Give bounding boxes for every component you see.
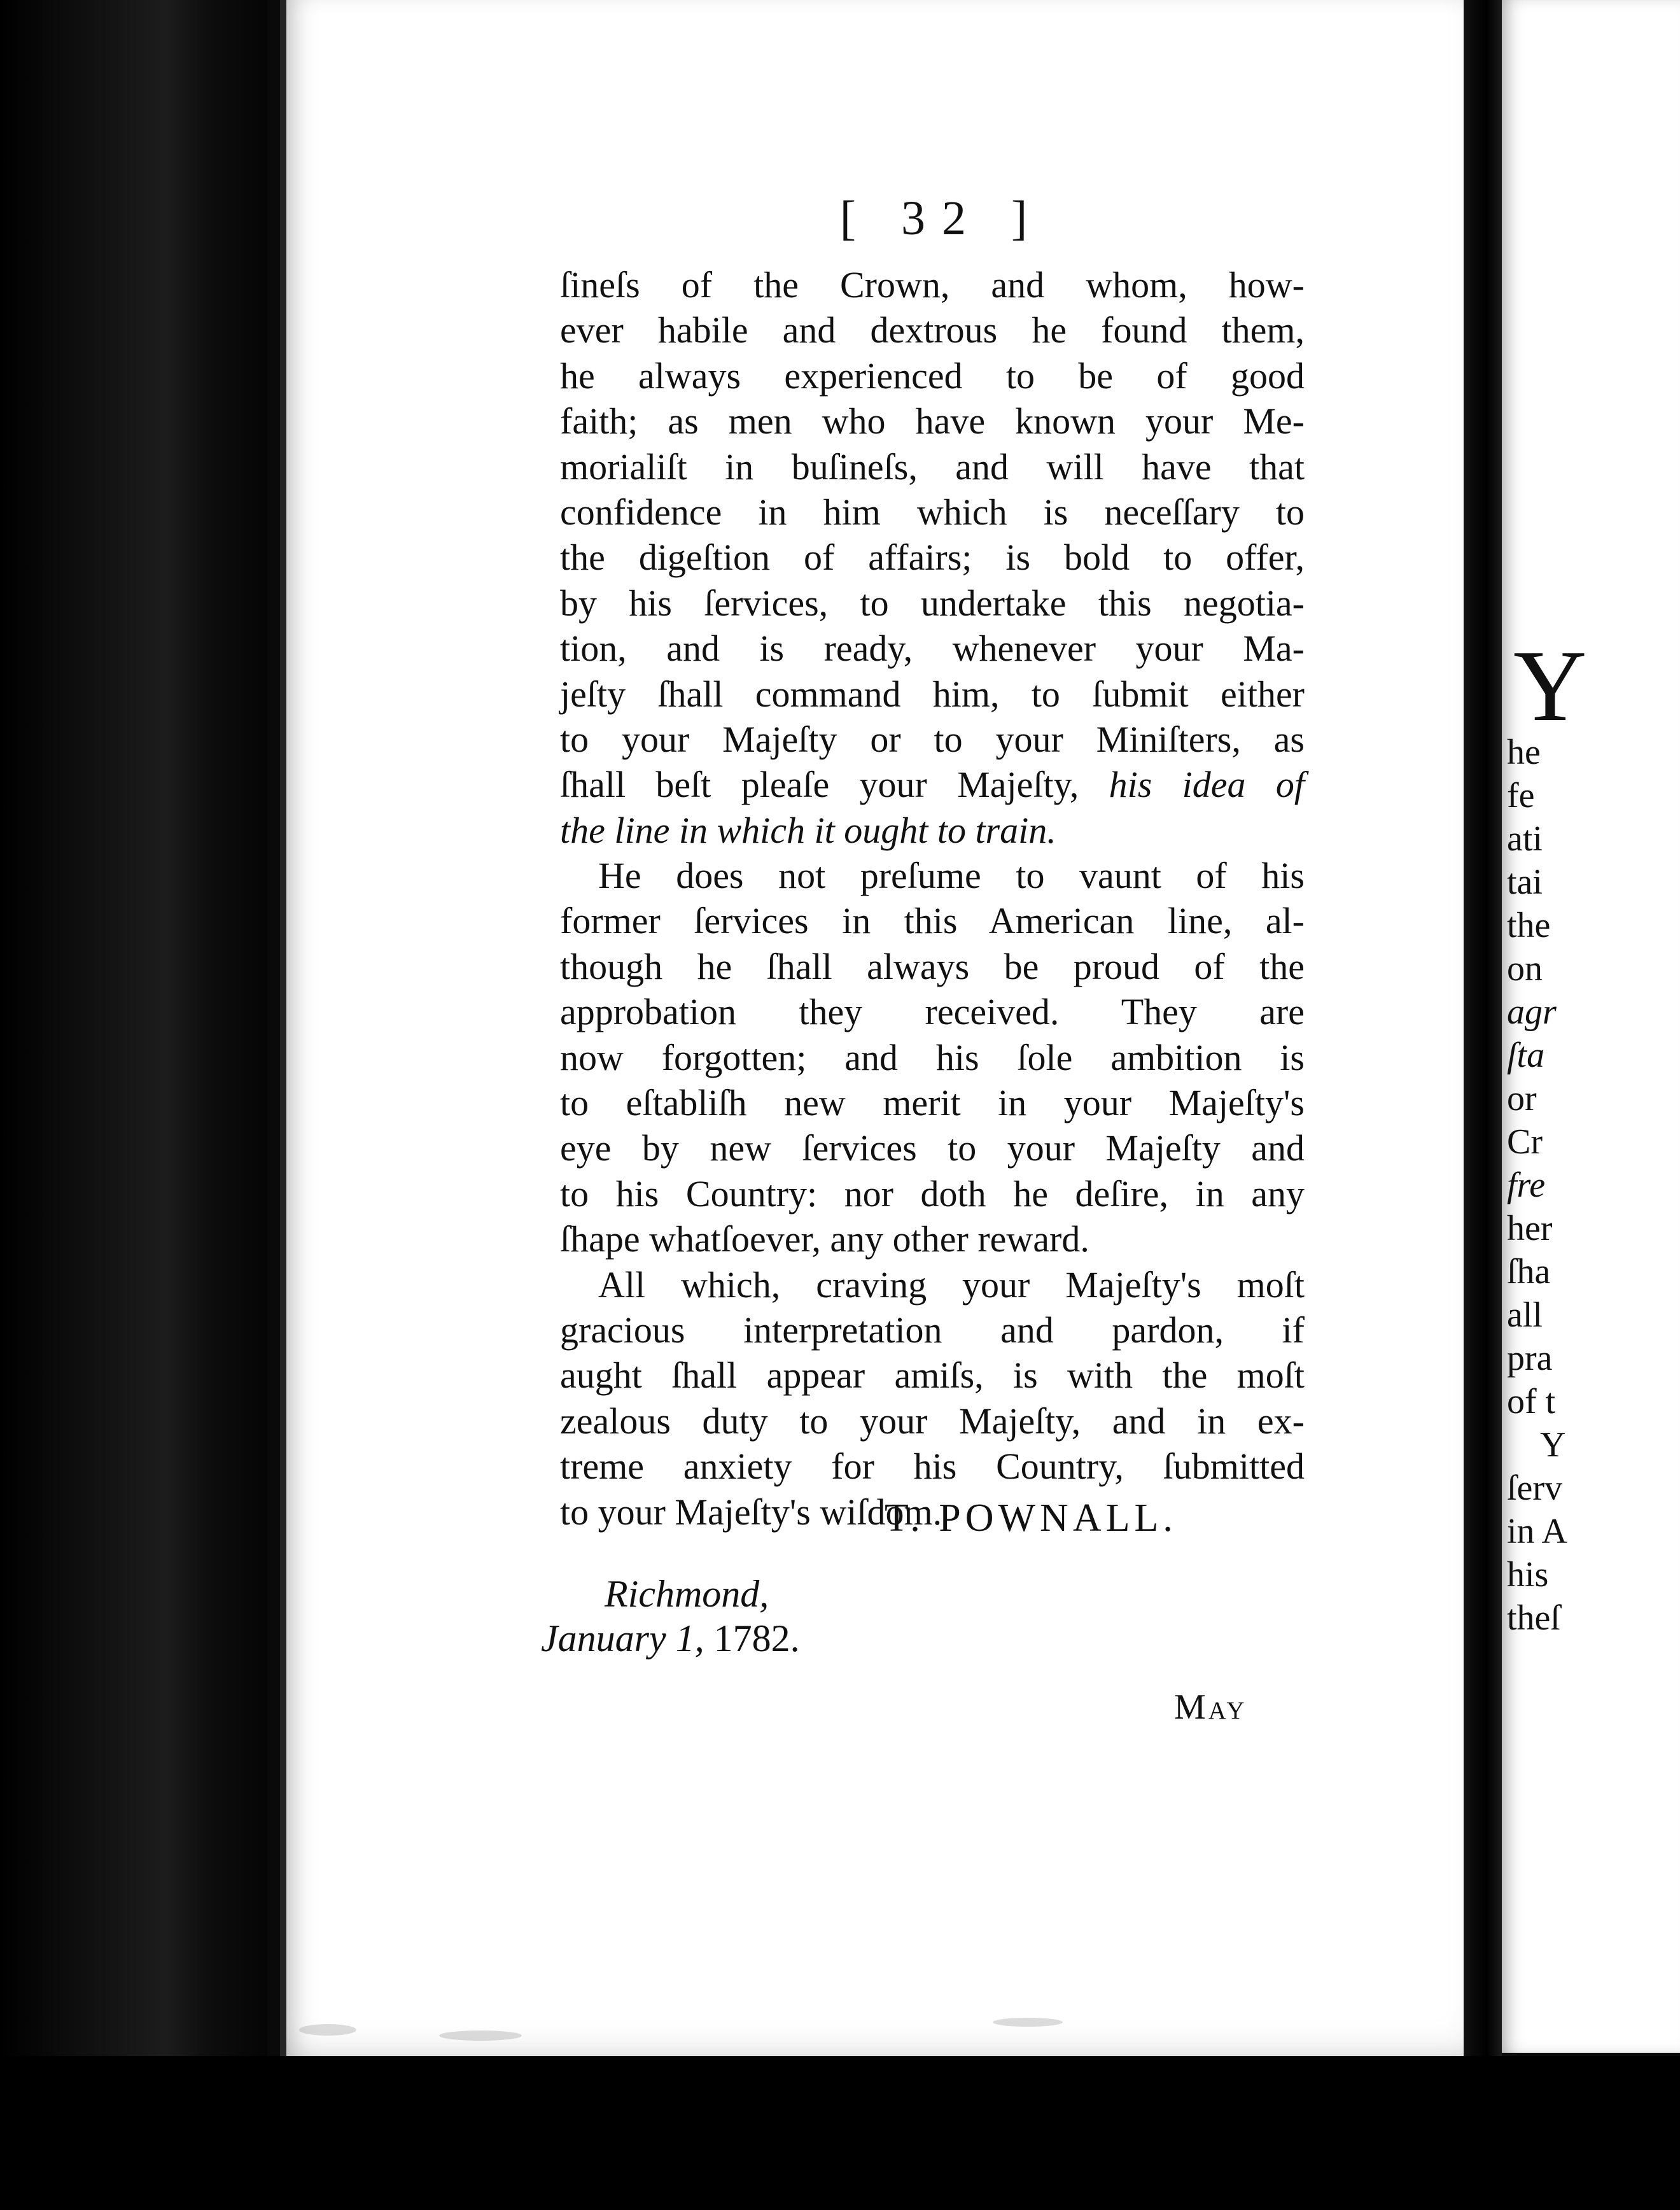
facing-page-fragment: agr <box>1507 992 1557 1032</box>
date-month-day: January 1, <box>541 1617 704 1659</box>
facing-page-fragment: his <box>1507 1555 1549 1594</box>
facing-page-fragment: theſ <box>1507 1598 1560 1638</box>
text-line: gracious interpretation and pardon, if <box>560 1309 1305 1351</box>
signature: T. POWNALL. <box>885 1496 1177 1540</box>
facing-page-fragment: of t <box>1507 1382 1556 1421</box>
text-line: though he ſhall always be proud of the <box>560 945 1305 987</box>
facing-page-fragment: ati <box>1507 819 1543 859</box>
facing-page-fragment: the <box>1507 906 1551 945</box>
text-line: now forgotten; and his ſole ambition is <box>560 1036 1305 1078</box>
facing-page-fragment: fe <box>1507 776 1535 815</box>
text-line: confidence in him which is neceſſary to <box>560 491 1305 533</box>
text-line: treme anxiety for his Country, ſubmitted <box>560 1446 1305 1488</box>
body-text <box>560 262 1305 1535</box>
facing-page-fragment: tai <box>1507 862 1543 902</box>
page-edge-shadow <box>1464 0 1502 2210</box>
facing-page-drop-initial: Y <box>1513 629 1587 742</box>
text-line: ever habile and dextrous he found them, <box>560 309 1305 351</box>
text-line-paragraph-start: All which, craving your Majeſty's moſt <box>598 1263 1305 1306</box>
text-line: ſineſs of the Crown, and whom, how- <box>560 264 1305 306</box>
book-binding-gutter <box>0 0 267 2210</box>
text-line: to eſtabliſh new merit in your Majeſty's <box>560 1082 1305 1124</box>
text-line: jeſty ſhall command him, to ſubmit either <box>560 673 1305 715</box>
text-line: ſhape whatſoever, any other reward. <box>560 1218 1089 1260</box>
scan-background <box>0 2056 1680 2210</box>
text-line: faith; as men who have known your Me- <box>560 400 1305 442</box>
facing-page-fragment: fre <box>1507 1165 1546 1205</box>
paper-speck <box>993 2018 1063 2027</box>
place-line: Richmond, <box>605 1573 769 1615</box>
text-line: to your Majeſty's wiſdom. <box>560 1491 942 1533</box>
text-line: approbation they received. They are <box>560 991 1305 1033</box>
facing-page-fragment: her <box>1507 1209 1553 1248</box>
text-line-roman-part: ſhall beſt pleaſe your Majeſty, <box>560 764 1109 806</box>
text-line-paragraph-start: He does not preſume to vaunt of his <box>598 855 1305 897</box>
facing-page <box>1502 0 1680 2053</box>
facing-page-fragment: Y <box>1540 1425 1566 1465</box>
text-line: by his ſervices, to undertake this negotia- <box>560 582 1305 624</box>
text-line: the digeſtion of affairs; is bold to offer, <box>560 537 1305 579</box>
catchword: May <box>1174 1687 1247 1727</box>
paper-speck <box>299 2024 356 2036</box>
facing-page-fragment: ſha <box>1507 1252 1551 1292</box>
facing-page-fragment: ſta <box>1507 1036 1545 1075</box>
text-line: morialiſt in buſineſs, and will have that <box>560 446 1305 488</box>
text-line: he always experienced to be of good <box>560 355 1305 397</box>
text-line: tion, and is ready, whenever your Ma- <box>560 628 1305 670</box>
text-line-italic: the line in which it ought to train. <box>560 809 1056 851</box>
text-line: to his Country: nor doth he deſire, in any <box>560 1172 1305 1214</box>
text-line-italic-part: his idea of <box>1109 764 1305 806</box>
text-line: zealous duty to your Majeſty, and in ex- <box>560 1400 1305 1442</box>
facing-page-fragment: all <box>1507 1295 1543 1335</box>
text-line: former ſervices in this American line, al- <box>560 900 1305 942</box>
text-line: aught ſhall appear amiſs, is with the moſt <box>560 1355 1305 1397</box>
paper-speck <box>439 2031 522 2041</box>
text-line: to your Majeſty or to your Miniſters, as <box>560 718 1305 760</box>
facing-page-fragment: on <box>1507 949 1543 989</box>
date-line <box>541 1617 800 1661</box>
facing-page-fragment: he <box>1507 733 1541 772</box>
facing-page-fragment: Cr <box>1507 1122 1543 1162</box>
facing-page-fragment: in A <box>1507 1512 1567 1551</box>
date-year: 1782. <box>704 1617 800 1659</box>
facing-page-fragment: or <box>1507 1079 1537 1118</box>
page-number: [ 32 ] <box>839 192 1044 245</box>
text-line: eye by new ſervices to your Majeſty and <box>560 1127 1305 1169</box>
facing-page-fragment: ſerv <box>1507 1468 1563 1508</box>
text-line-mixed <box>560 762 1305 807</box>
facing-page-fragment: pra <box>1507 1339 1553 1378</box>
